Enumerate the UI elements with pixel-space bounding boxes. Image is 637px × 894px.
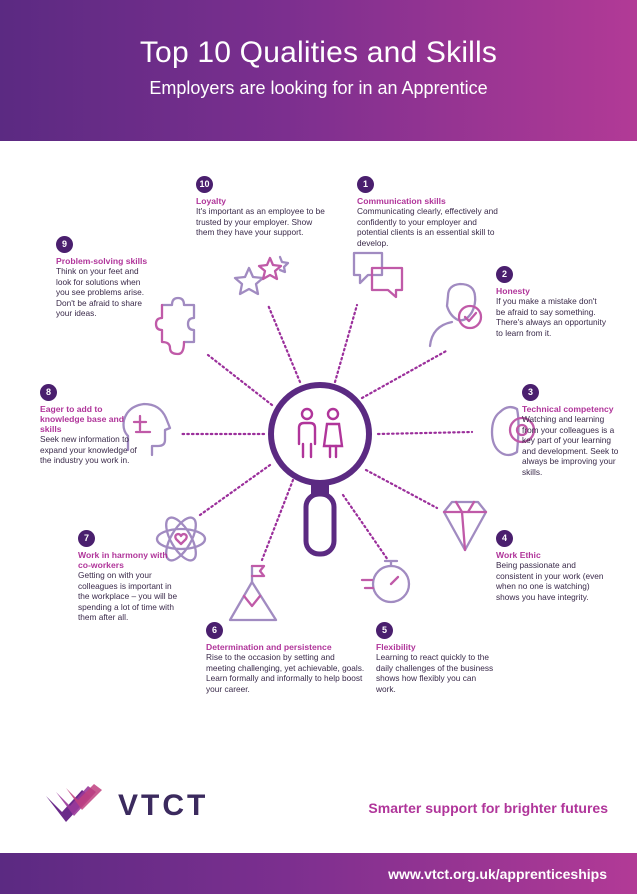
quality-item-7 xyxy=(78,530,180,623)
item-description: If you make a mistake don't be afraid to say something. There's always an opportunity to learn from it. xyxy=(496,296,606,338)
item-title: Loyalty xyxy=(196,196,227,206)
item-description: Getting on with your colleagues is important in the workplace – you will be spending a lot of time with them after all. xyxy=(78,570,178,622)
quality-item-10 xyxy=(196,176,326,238)
person-check-icon xyxy=(430,284,481,346)
item-title: Determination and persistence xyxy=(206,642,332,652)
mountain-flag-icon xyxy=(230,566,276,620)
quality-item-5 xyxy=(376,622,494,694)
item-title: Technical competency xyxy=(522,404,614,414)
number-badge: 2 xyxy=(496,266,513,283)
quality-item-8 xyxy=(40,384,140,466)
item-title: Work in harmony with co-workers xyxy=(78,550,168,570)
item-title: Work Ethic xyxy=(496,550,541,560)
item-description: Rise to the occasion by setting and meeting challenging, yet achievable, goals. Learn formally and informally to help boost your career. xyxy=(206,652,365,694)
diamond-icon xyxy=(444,502,486,550)
stopwatch-icon xyxy=(362,561,409,602)
speech-bubbles-icon xyxy=(354,253,402,297)
item-description: Seek new information to expand your knowledge of the industry you work in. xyxy=(40,434,137,465)
item-title: Eager to add to knowledge base and skills xyxy=(40,404,125,434)
number-badge: 6 xyxy=(206,622,223,639)
website-link[interactable]: www.vtct.org.uk/apprenticeships xyxy=(388,866,607,882)
number-badge: 9 xyxy=(56,236,73,253)
stars-icon xyxy=(235,257,288,294)
brand-tagline: Smarter support for brighter futures xyxy=(368,800,608,816)
number-badge: 7 xyxy=(78,530,95,547)
page-subtitle: Employers are looking for in an Apprentice xyxy=(149,78,488,98)
item-title: Problem-solving skills xyxy=(56,256,148,266)
number-badge: 4 xyxy=(496,530,513,547)
quality-item-6 xyxy=(206,622,366,694)
vtct-logo-mark xyxy=(46,784,102,822)
footer-bar xyxy=(0,853,637,894)
number-badge: 3 xyxy=(522,384,539,401)
number-badge: 5 xyxy=(376,622,393,639)
item-title: Communication skills xyxy=(357,196,446,206)
quality-item-4 xyxy=(496,530,606,602)
item-description: Think on your feet and look for solutions when you see problems arise. Don't be afraid to share your ideas. xyxy=(56,266,145,318)
number-badge: 8 xyxy=(40,384,57,401)
quality-item-2 xyxy=(496,266,606,338)
header-banner xyxy=(0,0,637,141)
quality-item-9 xyxy=(56,236,156,319)
item-title: Honesty xyxy=(496,286,530,296)
item-description: Learning to react quickly to the daily challenges of the business shows how flexibly you can work. xyxy=(376,652,494,694)
item-description: Watching and learning from your colleagues is a key part of your learning and development. Seek to always be improving your skills. xyxy=(522,414,619,477)
number-badge: 1 xyxy=(357,176,374,193)
item-description: Communicating clearly, effectively and confidently to your employer and potential clients is an essential skill to develop. xyxy=(357,206,498,248)
item-description: It's important as an employee to be trusted by your employer. Show them they have your support. xyxy=(196,206,325,237)
magnifier-people-icon xyxy=(271,385,369,554)
quality-item-1 xyxy=(357,176,507,248)
brand-name: VTCT xyxy=(118,789,209,822)
puzzle-icon xyxy=(156,298,194,354)
number-badge: 10 xyxy=(196,176,213,193)
item-title: Flexibility xyxy=(376,642,416,652)
item-description: Being passionate and consistent in your work (even when no one is watching) shows you have integrity. xyxy=(496,560,604,602)
quality-item-3 xyxy=(522,384,622,477)
page-title: Top 10 Qualities and Skills xyxy=(139,36,498,69)
